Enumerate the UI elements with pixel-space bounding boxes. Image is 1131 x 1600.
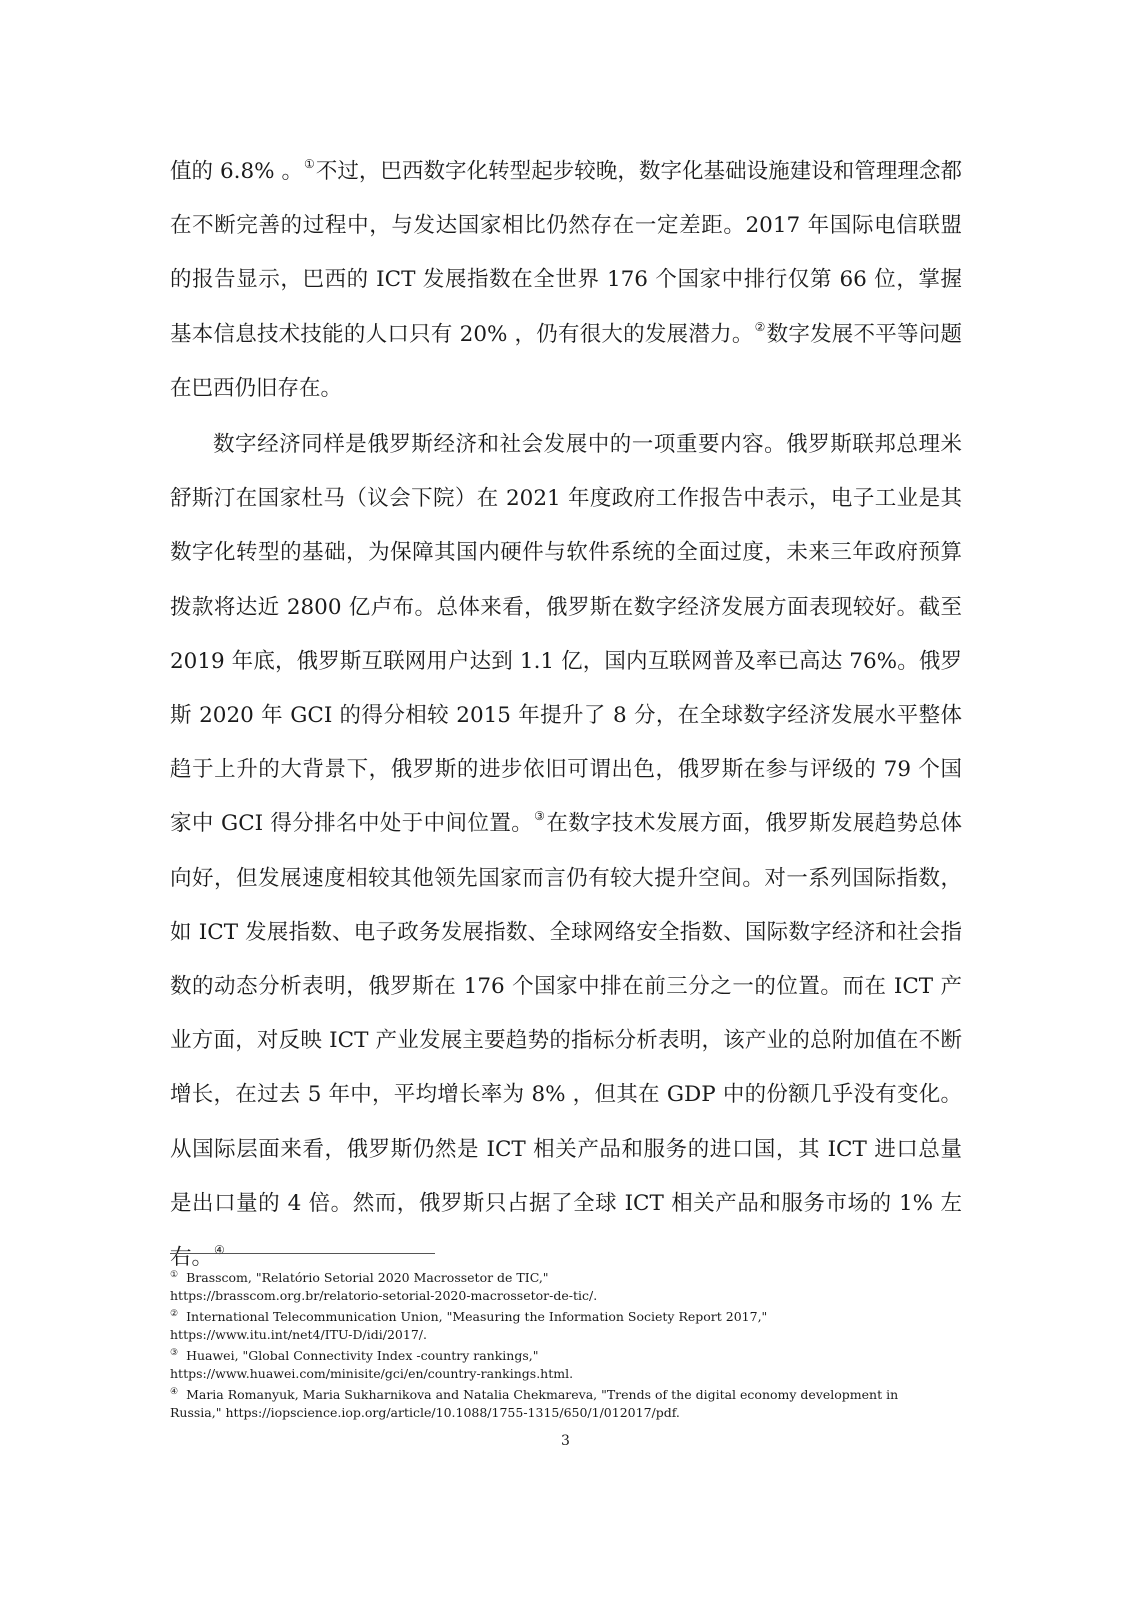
footnote-divider	[170, 1253, 435, 1254]
footnote-text: Brasscom, "Relatório Setorial 2020 Macrossetor de TIC,"	[186, 1270, 549, 1285]
paragraph-2-text-b: 在数字技术发展方面，俄罗斯发展趋势总体向好，但发展速度相较其他领先国家而言仍有较大提升空间。对一系列国际指数，如 ICT 发展指数、电子政务发展指数、全球网络安全指数、国际数字经济和社会指数的动态分析表明，俄罗斯在 176 个国家中排在前三分之一的位置。而在 ICT 产业方面，对反映 ICT 产业发展主要趋势的指标分析表明，该产业的总附加值在不断增长，在过去 5 年中，平均增长率为 8% ，但其在 GDP 中的份额几乎没有变化。从国际层面来看，俄罗斯仍然是 ICT 相关产品和服务的进口国，其 ICT 进口总量是出口量的 4 倍。然而，俄罗斯只占据了全球 ICT 相关产品和服务市场的 1% 左右。	[170, 811, 962, 1271]
footnote-ref-2: ②	[754, 319, 766, 334]
footnote-text: Huawei, "Global Connectivity Index -country rankings,"	[186, 1348, 539, 1363]
footnote-mark: ④	[170, 1387, 179, 1397]
paragraph-1	[170, 145, 962, 416]
paragraph-2	[170, 418, 962, 1285]
footnotes	[170, 1266, 950, 1422]
footnote-ref-3: ③	[534, 809, 546, 824]
footnote-text-with-link[interactable]: Maria Romanyuk, Maria Sukharnikova and Natalia Chekmareva, "Trends of the digital economy development in Russia," https://iopscience.iop.org/article/10.1088/1755-1315/650/1/012017/pdf.	[170, 1387, 899, 1420]
footnote-mark: ②	[170, 1309, 179, 1319]
footnote-link[interactable]: https://www.itu.int/net4/ITU-D/idi/2017/.	[170, 1327, 427, 1342]
footnote-link[interactable]: https://brasscom.org.br/relatorio-setorial-2020-macrossetor-de-tic/.	[170, 1288, 598, 1303]
footnote-4	[170, 1383, 950, 1422]
footnote-text: International Telecommunication Union, "Measuring the Information Society Report 2017,"	[186, 1309, 768, 1324]
footnote-ref-4: ④	[214, 1243, 225, 1258]
footnote-ref-1: ①	[304, 157, 315, 171]
footnote-link[interactable]: https://www.huawei.com/minisite/gci/en/country-rankings.html.	[170, 1366, 574, 1381]
page-number: 3	[561, 1433, 570, 1449]
paragraph-1-text-a: 值的 6.8% 。	[170, 159, 303, 184]
footnote-mark: ①	[170, 1270, 179, 1280]
paragraph-1-text-b: 不过，巴西数字化转型起步较晚，数字化基础设施建设和管理理念都在不断完善的过程中，与发达国家相比仍然存在一定差距。2017 年国际电信联盟的报告显示，巴西的 ICT 发展指数在全世界 176 个国家中排行仅第 66 位，掌握基本信息技术技能的人口只有 20% ，仍有很大的发展潜力。	[170, 159, 962, 347]
paragraph-1-text-c: 数字发展不平等问题在巴西仍旧存在。	[170, 321, 962, 401]
footnote-1	[170, 1266, 950, 1305]
footnote-mark: ③	[170, 1348, 179, 1358]
footnote-2	[170, 1305, 950, 1344]
main-text	[170, 145, 962, 1285]
footnote-3	[170, 1344, 950, 1383]
paragraph-2-text-a: 数字经济同样是俄罗斯经济和社会发展中的一项重要内容。俄罗斯联邦总理米舒斯汀在国家杜马（议会下院）在 2021 年度政府工作报告中表示，电子工业是其数字化转型的基础，为保障其国内硬件与软件系统的全面过度，未来三年政府预算拨款将达近 2800 亿卢布。总体来看，俄罗斯在数字经济发展方面表现较好。截至 2019 年底，俄罗斯互联网用户达到 1.1 亿，国内互联网普及率已高达 76%。俄罗斯 2020 年 GCI 的得分相较 2015 年提升了 8 分，在全球数字经济发展水平整体趋于上升的大背景下，俄罗斯的进步依旧可谓出色，俄罗斯在参与评级的 79 个国家中 GCI 得分排名中处于中间位置。	[170, 432, 962, 837]
